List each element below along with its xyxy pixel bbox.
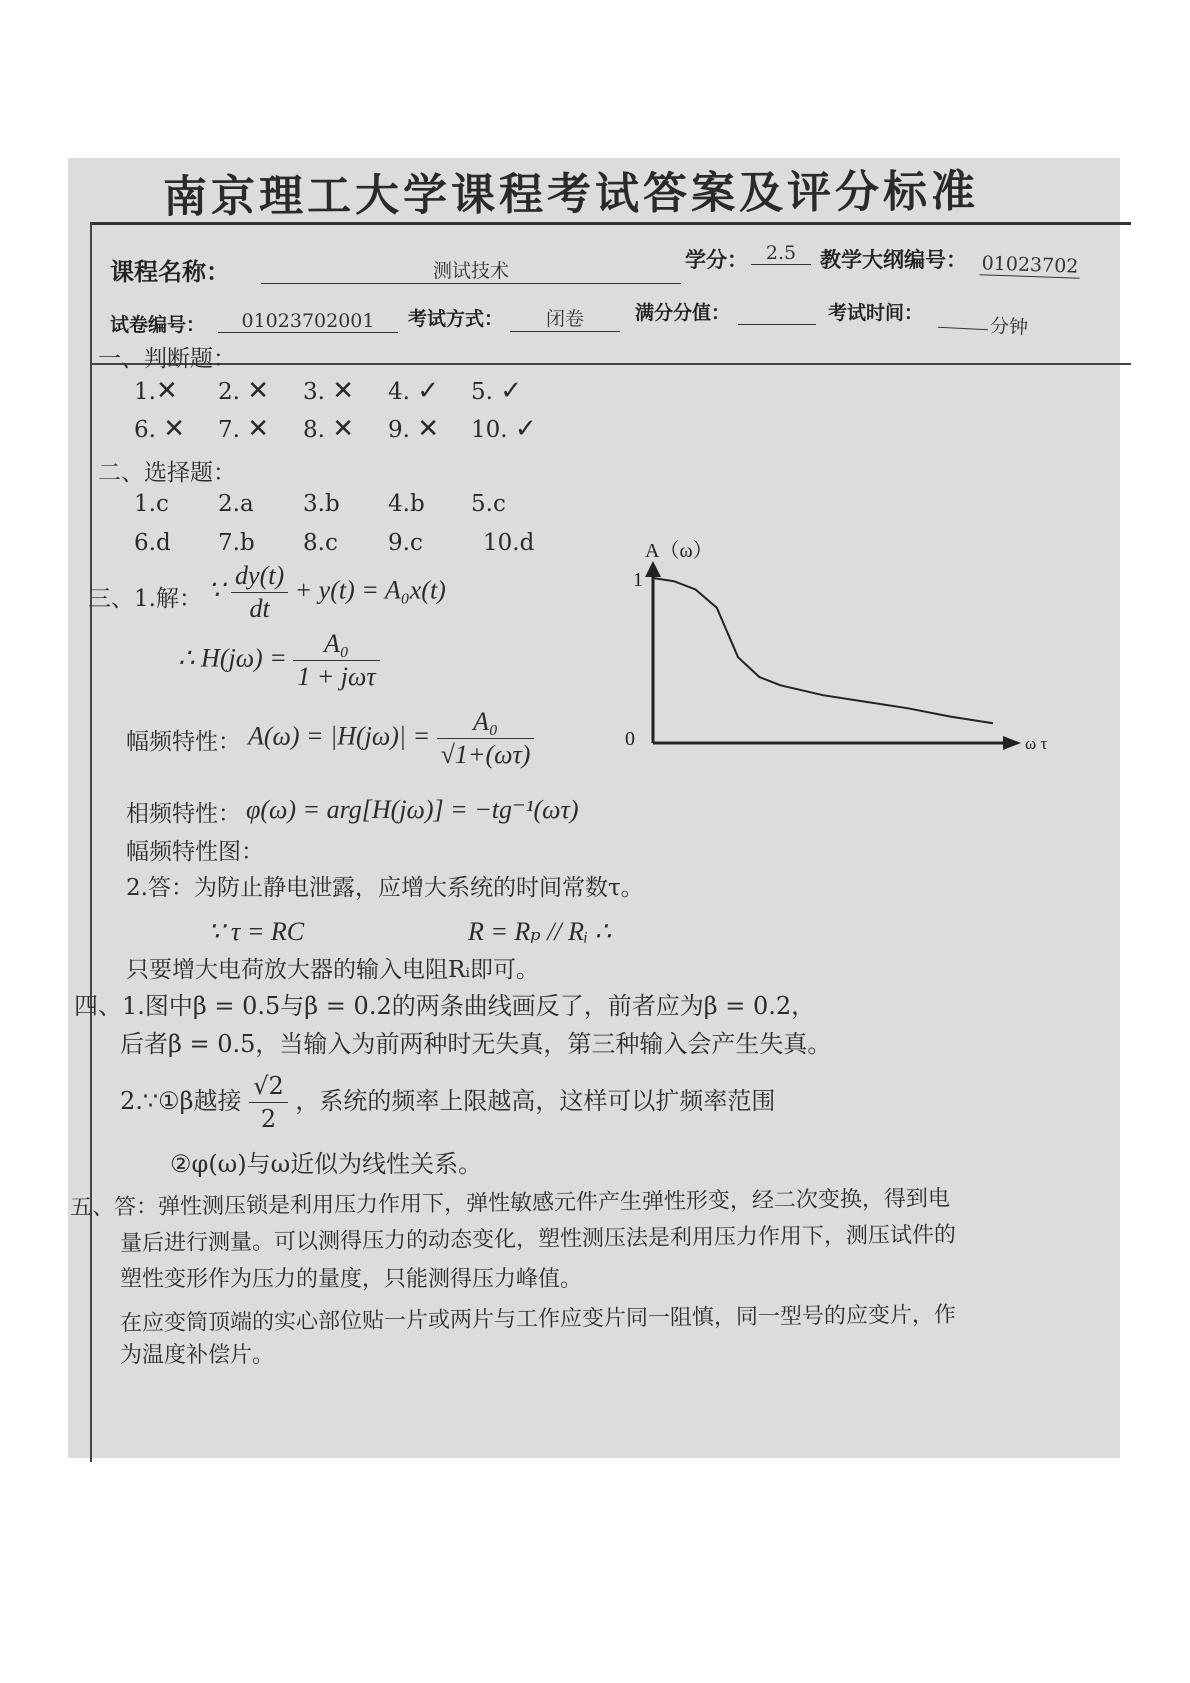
choice-answer: 3.b bbox=[303, 491, 340, 517]
phase-label: 相频特性： bbox=[126, 801, 241, 827]
section5-line3: 塑性变形作为压力的量度，只能测得压力峰值。 bbox=[120, 1267, 583, 1292]
scanned-page bbox=[68, 158, 1120, 1458]
check-icon: ✓ bbox=[514, 414, 537, 444]
section4-line2: 后者β = 0.5，当输入为前两种时无失真，第三种输入会产生失真。 bbox=[120, 1030, 832, 1058]
section4-q2: 2.∵①β越接 $\frac{√2}{2}$ ，系统的频率上限越高，这样可以扩频率范围 bbox=[120, 1072, 776, 1133]
check-icon: ✓ bbox=[500, 376, 523, 406]
plot-label: 幅频特性图： bbox=[126, 839, 264, 865]
frame-top-border bbox=[91, 222, 1131, 225]
judge-item: 1.✕ bbox=[134, 376, 178, 406]
y-axis-arrow-icon bbox=[645, 561, 661, 577]
syllabus-label: 教学大纲编号： bbox=[820, 247, 967, 272]
score-label: 满分分值： bbox=[635, 302, 731, 324]
equation-amplitude: A(ω) = |H(jω)| = $\frac{\text{A₀}}{√1+(\omega\tau)}$ bbox=[248, 706, 534, 771]
amplitude-label: 幅频特性： bbox=[126, 729, 241, 755]
y-axis-label: A（ω） bbox=[645, 540, 713, 562]
section4-line1: 四、1.图中β = 0.5与β = 0.2的两条曲线画反了，前者应为β = 0.2， bbox=[74, 992, 816, 1020]
paper-value: 01023702001 bbox=[218, 310, 398, 333]
equation-resistance: R = Rₚ // Rᵢ ∴ bbox=[468, 917, 612, 946]
section5-line5: 为温度补偿片。 bbox=[120, 1343, 275, 1368]
paper-label: 试卷编号： bbox=[110, 314, 206, 336]
judge-item: 8. ✕ bbox=[303, 414, 355, 444]
cross-icon: ✕ bbox=[155, 376, 178, 406]
q2-conclusion: 只要增大电荷放大器的输入电阻Rᵢ即可。 bbox=[126, 957, 539, 983]
equation-phase: φ(ω) = arg[H(jω)] = −tg⁻¹(ωτ) bbox=[246, 795, 579, 824]
choice-answer: 7.b bbox=[218, 530, 255, 556]
choice-answer: 6.d bbox=[134, 530, 171, 556]
frame-left-border bbox=[90, 222, 92, 1462]
syllabus-value: 01023702 bbox=[981, 252, 1079, 278]
page-title: 南京理工大学课程考试答案及评分标准 bbox=[162, 166, 980, 223]
amplitude-frequency-chart bbox=[608, 540, 1048, 773]
section5-line1: 五、答：弹性测压锁是利用压力作用下，弹性敏感元件产生弹性形变，经二次变换，得到电 bbox=[69, 1186, 951, 1221]
choice-answer: 5.c bbox=[471, 491, 506, 517]
cross-icon: ✕ bbox=[332, 376, 355, 406]
section3-label: 三、1.解： bbox=[88, 586, 202, 612]
choice-answer: 1.c bbox=[134, 491, 169, 517]
credit-value: 2.5 bbox=[751, 242, 811, 265]
judge-item: 4. ✓ bbox=[388, 376, 440, 406]
equation-ode: ∵ $\frac{dy(t)}{dt}$ + y(t) = A₀x(t) bbox=[208, 561, 446, 623]
time-value-line bbox=[938, 327, 988, 331]
header-divider bbox=[91, 363, 1131, 365]
x-axis-arrow-icon bbox=[1003, 736, 1021, 750]
y-tick-label: 1 bbox=[633, 569, 643, 591]
amplitude-curve bbox=[653, 578, 993, 723]
equation-tau: ∵ τ = RC bbox=[208, 917, 305, 946]
cross-icon: ✕ bbox=[332, 414, 355, 444]
section5-line4: 在应变筒顶端的实心部位贴一片或两片与工作应变片同一阻慎，同一型号的应变片，作 bbox=[119, 1302, 957, 1337]
cross-icon: ✕ bbox=[247, 376, 270, 406]
judge-item: 6. ✕ bbox=[134, 414, 186, 444]
choice-answer: 2.a bbox=[218, 491, 254, 517]
judge-item: 5. ✓ bbox=[471, 376, 523, 406]
time-unit: 分钟 bbox=[989, 315, 1029, 339]
mode-value: 闭卷 bbox=[510, 304, 620, 332]
judge-item: 3. ✕ bbox=[303, 376, 355, 406]
section1-label: 一、判断题： bbox=[98, 346, 236, 372]
y-tick-label: 0 bbox=[625, 728, 635, 750]
section5-line2: 量后进行测量。可以测得压力的动态变化，塑性测压法是利用压力作用下，测压试件的 bbox=[119, 1222, 957, 1257]
equation-transfer: ∴ H(jω) = $\frac{\text{A₀}}{\text{1 + jωτ}}$ bbox=[178, 628, 380, 693]
cross-icon: ✕ bbox=[417, 414, 440, 444]
section2-label: 二、选择题： bbox=[98, 460, 236, 486]
time-label: 考试时间： bbox=[828, 302, 924, 324]
judge-item: 2. ✕ bbox=[218, 376, 270, 406]
course-label: 课程名称： bbox=[110, 257, 230, 286]
judge-item: 9. ✕ bbox=[388, 414, 440, 444]
choice-answer: 10.d bbox=[483, 530, 535, 556]
check-icon: ✓ bbox=[417, 376, 440, 406]
choice-answer: 9.c bbox=[388, 530, 423, 556]
section4-q2-line2: ②φ(ω)与ω近似为线性关系。 bbox=[170, 1150, 483, 1178]
course-value: 测试技术 bbox=[261, 256, 681, 284]
mode-label: 考试方式： bbox=[408, 308, 504, 330]
cross-icon: ✕ bbox=[247, 414, 270, 444]
score-value bbox=[738, 304, 816, 325]
x-axis-label: ω τ bbox=[1025, 734, 1048, 753]
choice-answer: 8.c bbox=[303, 530, 338, 556]
judge-item: 10. ✓ bbox=[471, 414, 537, 444]
cross-icon: ✕ bbox=[163, 414, 186, 444]
judge-item: 7. ✕ bbox=[218, 414, 270, 444]
credit-label: 学分： bbox=[685, 247, 748, 272]
q2-answer: 2.答：为防止静电泄露，应增大系统的时间常数τ。 bbox=[126, 875, 644, 901]
choice-answer: 4.b bbox=[388, 491, 425, 517]
